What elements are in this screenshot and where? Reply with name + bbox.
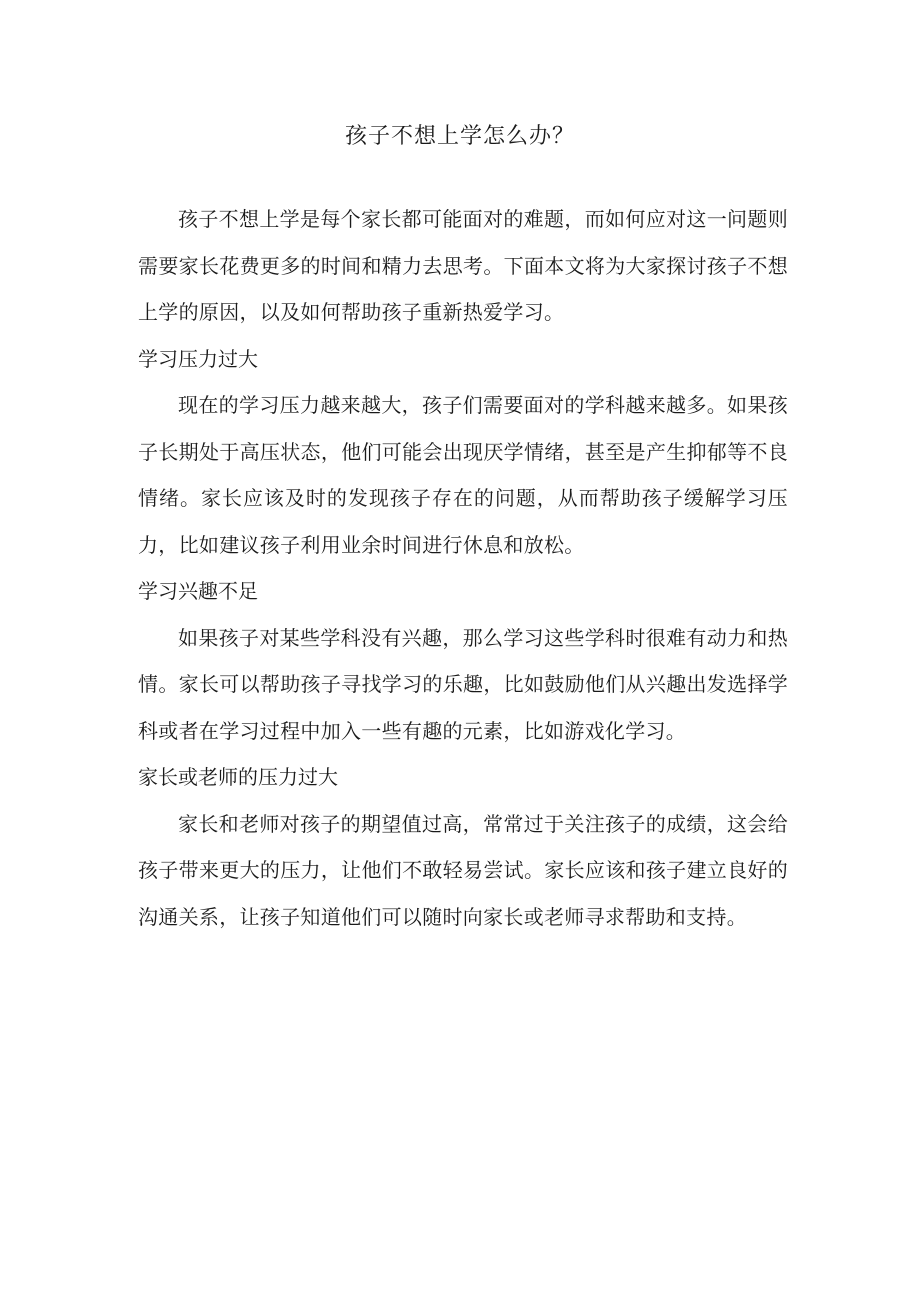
section-paragraph-parent-teacher-pressure: 家长和老师对孩子的期望值过高，常常过于关注孩子的成绩，这会给孩子带来更大的压力，让他们不敢轻易尝试。家长应该和孩子建立良好的沟通关系，让孩子知道他们可以随时向家长或老师寻求帮助和支持。 xyxy=(138,811,788,929)
section-heading-parent-teacher-pressure: 家长或老师的压力过大 xyxy=(138,765,338,789)
section-heading-lack-of-interest: 学习兴趣不足 xyxy=(138,579,258,603)
document-title: 孩子不想上学怎么办？ xyxy=(344,124,575,149)
document-body xyxy=(138,196,788,940)
section-paragraph-study-pressure: 现在的学习压力越来越大，孩子们需要面对的学科越来越多。如果孩子长期处于高压状态，他们可能会出现厌学情绪，甚至是产生抑郁等不良情绪。家长应该及时的发现孩子存在的问题，从而帮助孩子缓解学习压力，比如建议孩子利用业余时间进行休息和放松。 xyxy=(138,393,788,557)
section-paragraph-lack-of-interest: 如果孩子对某些学科没有兴趣，那么学习这些学科时很难有动力和热情。家长可以帮助孩子寻找学习的乐趣，比如鼓励他们从兴趣出发选择学科或者在学习过程中加入一些有趣的元素，比如游戏化学习。 xyxy=(138,625,788,743)
intro-paragraph: 孩子不想上学是每个家长都可能面对的难题，而如何应对这一问题则需要家长花费更多的时间和精力去思考。下面本文将为大家探讨孩子不想上学的原因，以及如何帮助孩子重新热爱学习。 xyxy=(138,207,788,324)
section-heading-study-pressure: 学习压力过大 xyxy=(138,346,258,371)
